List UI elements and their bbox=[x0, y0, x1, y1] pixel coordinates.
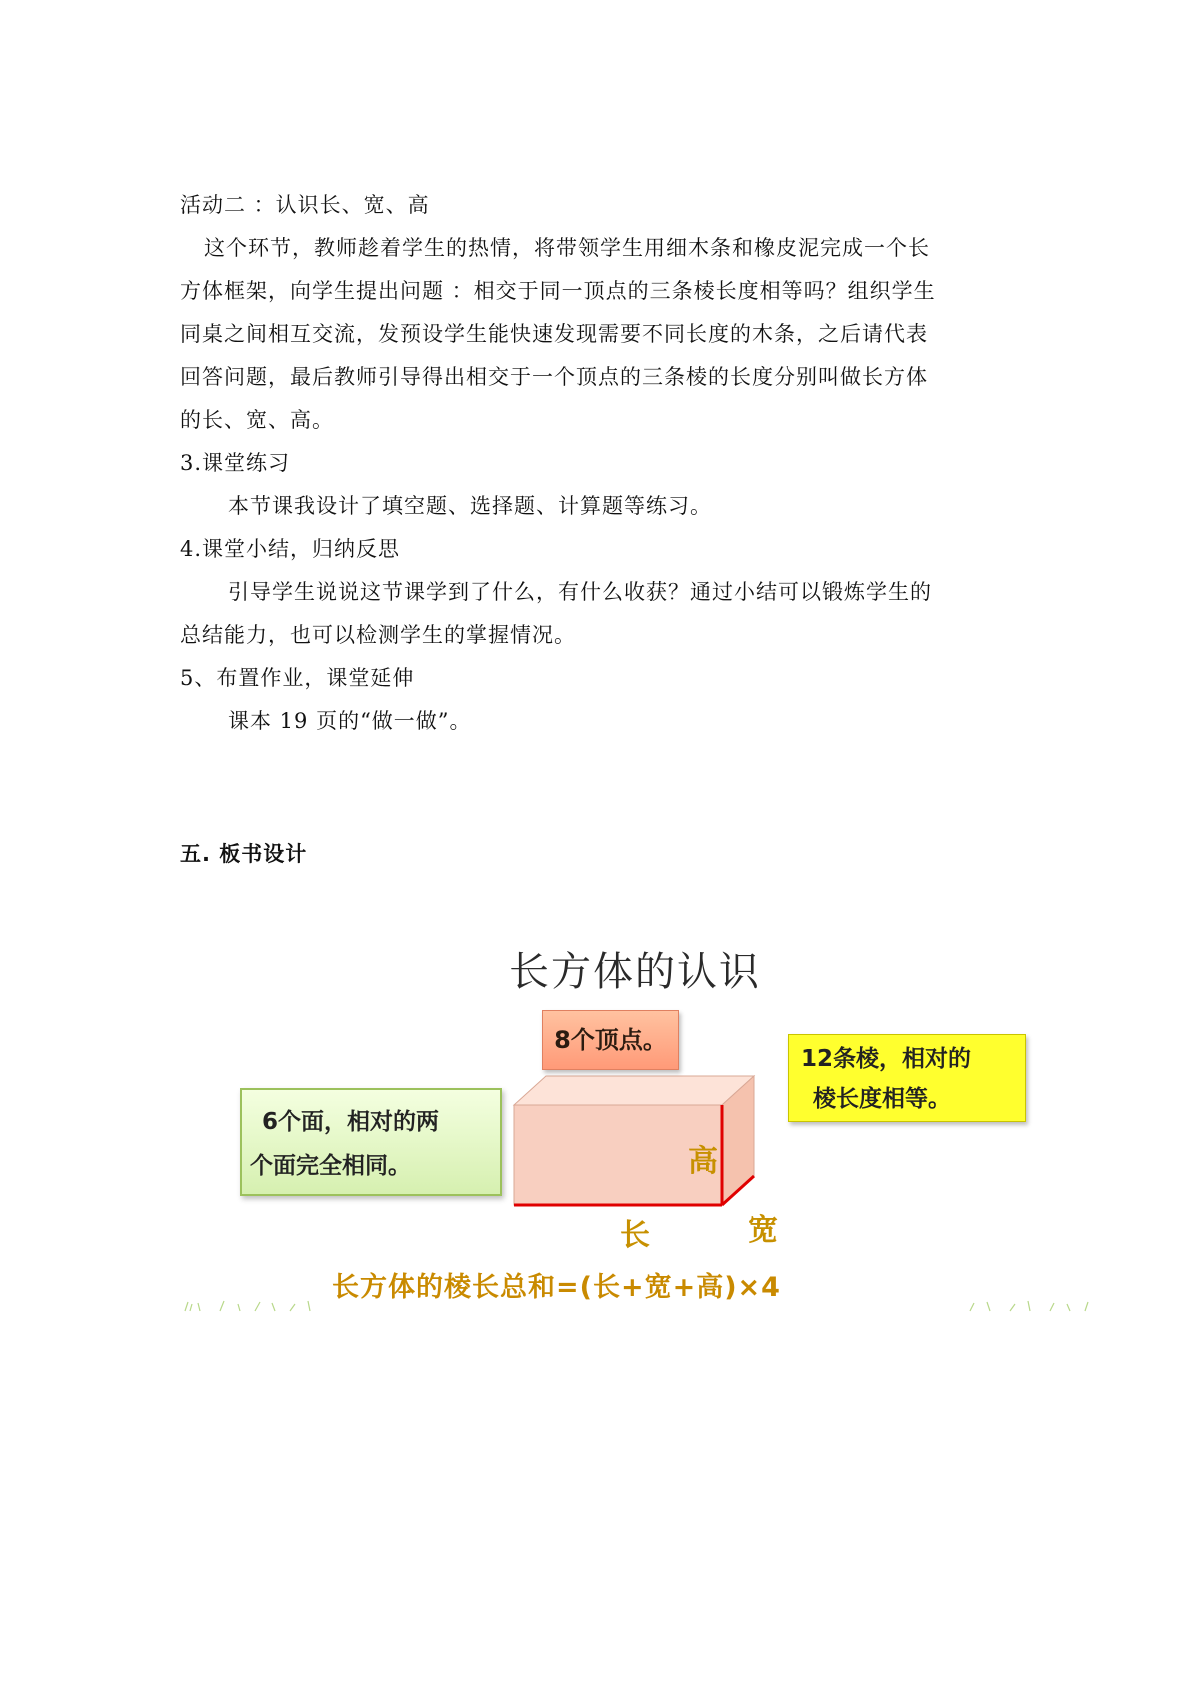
section3-body: 本节课我设计了填空题、选择题、计算题等练习。 bbox=[228, 494, 712, 518]
section5-body: 课本 19 页的“做一做”。 bbox=[228, 709, 472, 733]
faces-note-line: 个面完全相同。 bbox=[250, 1153, 411, 1179]
vertices-note: 8个顶点。 bbox=[542, 1010, 679, 1070]
board-title: 长方体的认识 bbox=[509, 949, 761, 995]
cuboid-top-face bbox=[514, 1076, 754, 1105]
activity2-title: 活动二 ：认识长、宽、高 bbox=[180, 193, 430, 217]
height-label: 高 bbox=[688, 1144, 718, 1179]
activity2-paragraph-line: 回答问题，最后教师引导得出相交于一个顶点的三条棱的长度分别叫做长方体 bbox=[180, 365, 928, 389]
section4-title: 4.课堂小结，归纳反思 bbox=[180, 537, 401, 561]
section4-body-line: 引导学生说说这节课学到了什么，有什么收获？通过小结可以锻炼学生的 bbox=[228, 580, 932, 604]
length-label: 长 bbox=[620, 1218, 650, 1253]
activity2-paragraph-line: 同桌之间相互交流，发预设学生能快速发现需要不同长度的木条，之后请代表 bbox=[180, 322, 928, 346]
activity2-paragraph-line: 方体框架，向学生提出问题 ：相交于同一顶点的三条棱长度相等吗？组织学生 bbox=[180, 279, 936, 303]
edges-note-line: 12条棱，相对的 bbox=[801, 1046, 972, 1072]
faces-note bbox=[240, 1088, 502, 1196]
edges-note bbox=[788, 1034, 1026, 1122]
edges-note-line: 棱长度相等。 bbox=[813, 1086, 951, 1112]
section5-title: 5、布置作业，课堂延伸 bbox=[180, 666, 415, 690]
board-design-image bbox=[180, 920, 1090, 1320]
board-design-heading: 五. 板书设计 bbox=[180, 842, 308, 866]
faces-note-line: 6个面，相对的两 bbox=[262, 1109, 440, 1135]
activity2-paragraph-line: 这个环节，教师趁着学生的热情，将带领学生用细木条和橡皮泥完成一个长 bbox=[204, 236, 930, 260]
section4-body-line: 总结能力，也可以检测学生的掌握情况。 bbox=[180, 623, 576, 647]
edge-sum-formula: 长方体的棱长总和=(长+宽+高)×4 bbox=[332, 1272, 781, 1303]
section3-title: 3.课堂练习 bbox=[180, 451, 291, 475]
width-label: 宽 bbox=[748, 1213, 778, 1248]
activity2-paragraph-line: 的长、宽、高。 bbox=[180, 408, 334, 432]
